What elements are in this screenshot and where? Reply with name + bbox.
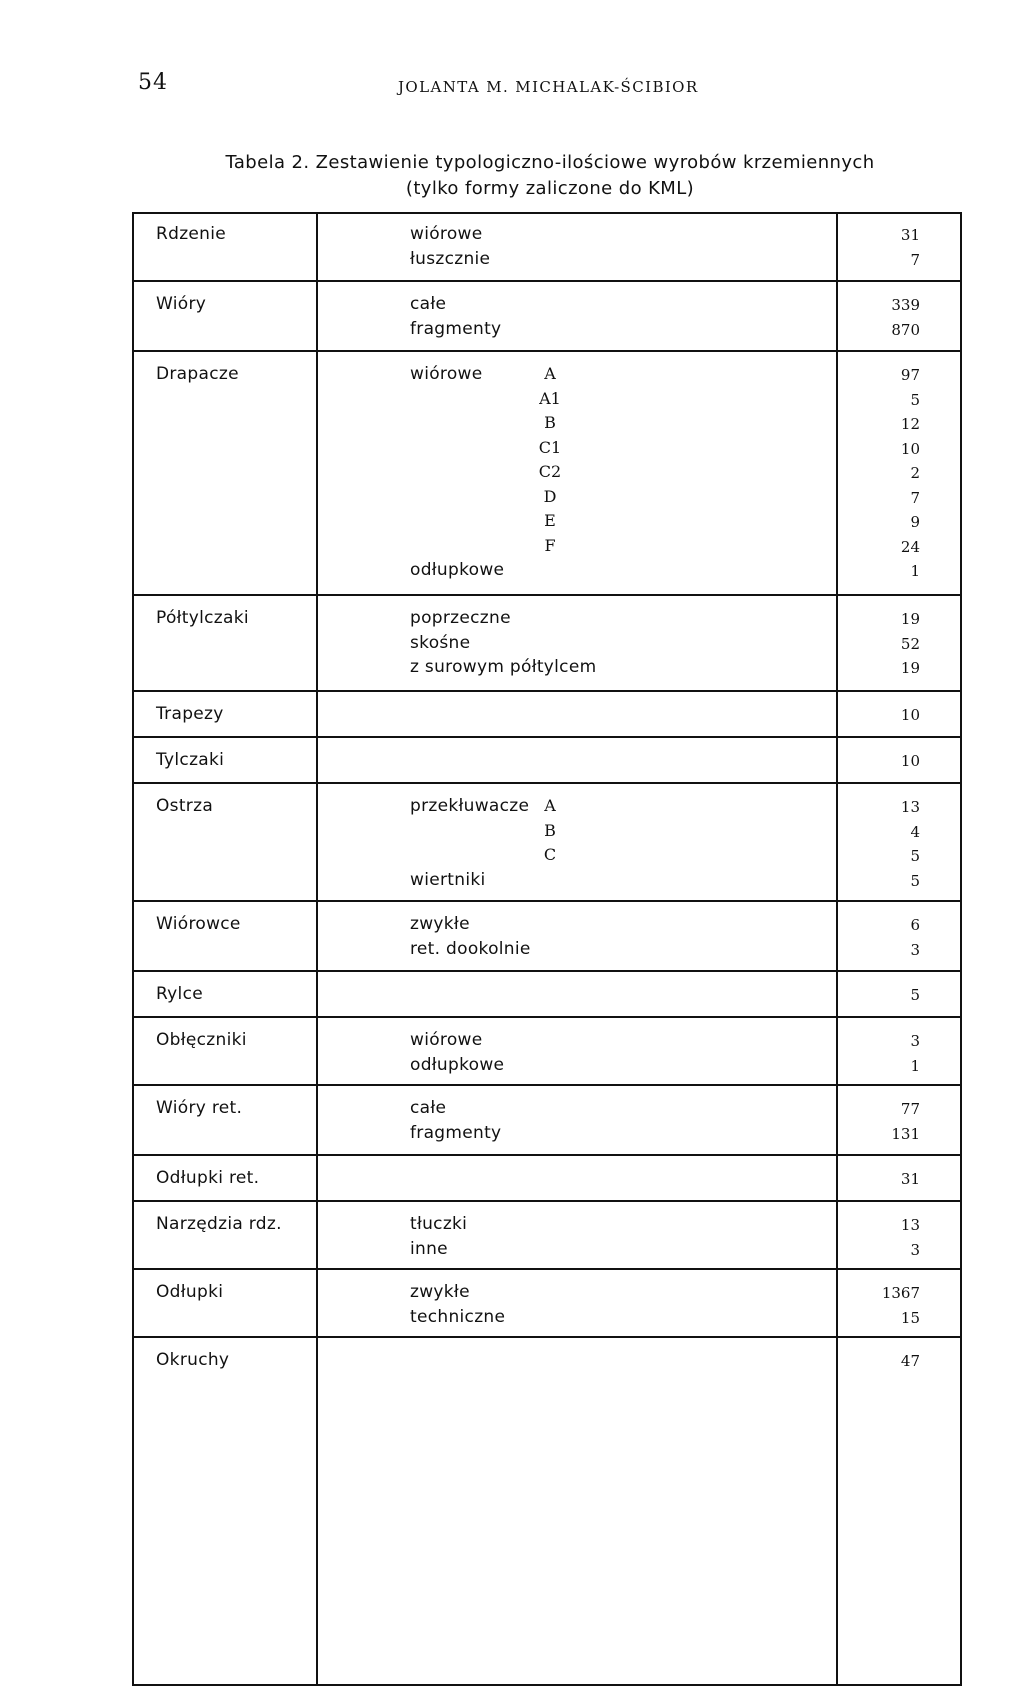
count-value: 2 — [910, 464, 920, 482]
table-row — [132, 462, 962, 486]
table-caption-subtitle: (tylko formy zaliczone do KML) — [405, 178, 695, 199]
table-row — [132, 413, 962, 437]
table-group — [132, 902, 962, 972]
table-row — [132, 487, 962, 511]
category-label: Wióry ret. — [156, 1098, 243, 1118]
category-label: Obłęczniki — [156, 1030, 247, 1050]
table-row — [132, 389, 962, 413]
running-head: JOLANTA M. MICHALAK-ŚCIBIOR — [398, 78, 699, 96]
subtype-label: wiertniki — [410, 869, 486, 890]
category-label: Rylce — [156, 984, 203, 1004]
count-value: 1 — [910, 1056, 920, 1075]
table-row — [132, 560, 962, 584]
count-value: 10 — [900, 439, 920, 458]
subtype-label: przekłuwacze — [410, 796, 530, 816]
type-code: C — [543, 845, 557, 864]
type-code: B — [544, 820, 556, 840]
count-value: 5 — [910, 847, 920, 865]
category-label: Odłupki ret. — [156, 1168, 260, 1188]
subtype-label: zwykłe — [410, 914, 470, 934]
table-group — [132, 784, 962, 902]
flint-artifacts-table — [132, 212, 962, 1686]
category-label: Tylczaki — [156, 750, 225, 770]
table-group — [132, 1086, 962, 1156]
table-row — [132, 1055, 962, 1079]
category-label: Półtylczaki — [156, 608, 249, 628]
type-code: C1 — [538, 437, 562, 457]
table-row — [132, 294, 962, 318]
count-value: 15 — [900, 1308, 920, 1327]
table-row — [132, 364, 962, 388]
count-value: 12 — [900, 415, 920, 433]
table-row — [132, 984, 962, 1008]
count-value: 7 — [910, 250, 920, 269]
subtype-label: skośne — [410, 632, 471, 653]
category-label: Narzędzia rdz. — [156, 1214, 282, 1234]
count-value: 24 — [900, 537, 920, 556]
subtype-label: z surowym półtylcem — [410, 657, 597, 677]
count-value: 4 — [910, 822, 920, 841]
type-code: B — [544, 413, 556, 432]
table-row — [132, 1282, 962, 1306]
type-code: A — [544, 796, 556, 815]
category-label: Trapezy — [156, 704, 224, 724]
count-value: 3 — [910, 1032, 920, 1050]
count-value: 47 — [900, 1352, 920, 1370]
table-group — [132, 282, 962, 352]
subtype-label: wiórowe — [410, 1030, 483, 1050]
table-row — [132, 1214, 962, 1238]
table-group — [132, 212, 962, 282]
table-row — [132, 1168, 962, 1192]
table-row — [132, 633, 962, 657]
table-row — [132, 1307, 962, 1331]
table-row — [132, 1123, 962, 1147]
category-label: Ostrza — [156, 796, 214, 816]
type-code: A — [544, 364, 556, 383]
count-value: 9 — [910, 513, 920, 531]
table-group — [132, 1202, 962, 1270]
type-code: E — [544, 511, 556, 530]
count-value: 13 — [900, 1216, 920, 1234]
table-group — [132, 1156, 962, 1202]
table-row — [132, 939, 962, 963]
count-value: 13 — [900, 798, 920, 816]
table-caption-title: Tabela 2. Zestawienie typologiczno-ilościowe wyrobów krzemiennych — [225, 152, 875, 173]
table-group — [132, 1270, 962, 1338]
count-value: 3 — [910, 940, 920, 959]
count-value: 31 — [900, 1170, 920, 1188]
table-group — [132, 352, 962, 596]
subtype-label: poprzeczne — [410, 608, 511, 628]
subtype-label: całe — [410, 1098, 447, 1118]
subtype-label: wiórowe — [410, 224, 483, 244]
table-group — [132, 972, 962, 1018]
count-value: 10 — [900, 752, 920, 770]
table-row — [132, 249, 962, 273]
table-row — [132, 1030, 962, 1054]
table-row — [132, 657, 962, 681]
subtype-label: ret. dookolnie — [410, 938, 531, 959]
table-row — [132, 750, 962, 774]
count-value: 1 — [910, 562, 920, 580]
subtype-label: tłuczki — [410, 1214, 468, 1234]
count-value: 77 — [900, 1100, 920, 1118]
table-row — [132, 1098, 962, 1122]
category-label: Wiórowce — [156, 914, 241, 934]
category-label: Odłupki — [156, 1282, 224, 1302]
table-row — [132, 511, 962, 535]
table-row — [132, 870, 962, 894]
count-value: 5 — [910, 871, 920, 890]
count-value: 10 — [900, 706, 920, 724]
type-code: F — [544, 535, 556, 555]
table-group — [132, 738, 962, 784]
table-row — [132, 704, 962, 728]
table-group — [132, 692, 962, 738]
table-row — [132, 914, 962, 938]
count-value: 52 — [900, 634, 920, 653]
table-row — [132, 608, 962, 632]
subtype-label: fragmenty — [410, 318, 502, 339]
table-group — [132, 1018, 962, 1086]
count-value: 19 — [900, 659, 920, 677]
subtype-label: całe — [410, 294, 447, 314]
count-value: 339 — [891, 296, 920, 314]
count-value: 870 — [891, 320, 920, 339]
table-row — [132, 1239, 962, 1263]
count-value: 5 — [910, 390, 920, 409]
category-label: Okruchy — [156, 1350, 230, 1370]
page-number: 54 — [138, 70, 168, 95]
table-row — [132, 796, 962, 820]
subtype-label: odłupkowe — [410, 1054, 505, 1075]
type-code: D — [543, 486, 557, 506]
count-value: 1367 — [881, 1284, 920, 1302]
category-label: Wióry — [156, 294, 207, 314]
table-row — [132, 319, 962, 343]
count-value: 19 — [900, 610, 920, 628]
subtype-label: wiórowe — [410, 364, 483, 384]
subtype-label: zwykłe — [410, 1282, 470, 1302]
category-label: Drapacze — [156, 364, 239, 384]
table-row — [132, 845, 962, 869]
subtype-label: inne — [410, 1238, 448, 1259]
category-label: Rdzenie — [156, 224, 227, 244]
count-value: 31 — [900, 226, 920, 244]
table-row — [132, 536, 962, 560]
table-group — [132, 1338, 962, 1384]
subtype-label: łuszcznie — [410, 248, 491, 269]
count-value: 7 — [910, 488, 920, 507]
type-code: A1 — [539, 388, 561, 408]
subtype-label: fragmenty — [410, 1122, 502, 1143]
table-group — [132, 596, 962, 692]
table-row — [132, 821, 962, 845]
count-value: 97 — [900, 366, 920, 384]
count-value: 3 — [910, 1240, 920, 1259]
table-row — [132, 1350, 962, 1374]
count-value: 6 — [910, 916, 920, 934]
type-code: C2 — [538, 462, 562, 481]
count-value: 131 — [891, 1124, 920, 1143]
table-row — [132, 438, 962, 462]
table-row — [132, 224, 962, 248]
subtype-label: odłupkowe — [410, 560, 505, 580]
subtype-label: techniczne — [410, 1306, 506, 1327]
count-value: 5 — [910, 986, 920, 1004]
